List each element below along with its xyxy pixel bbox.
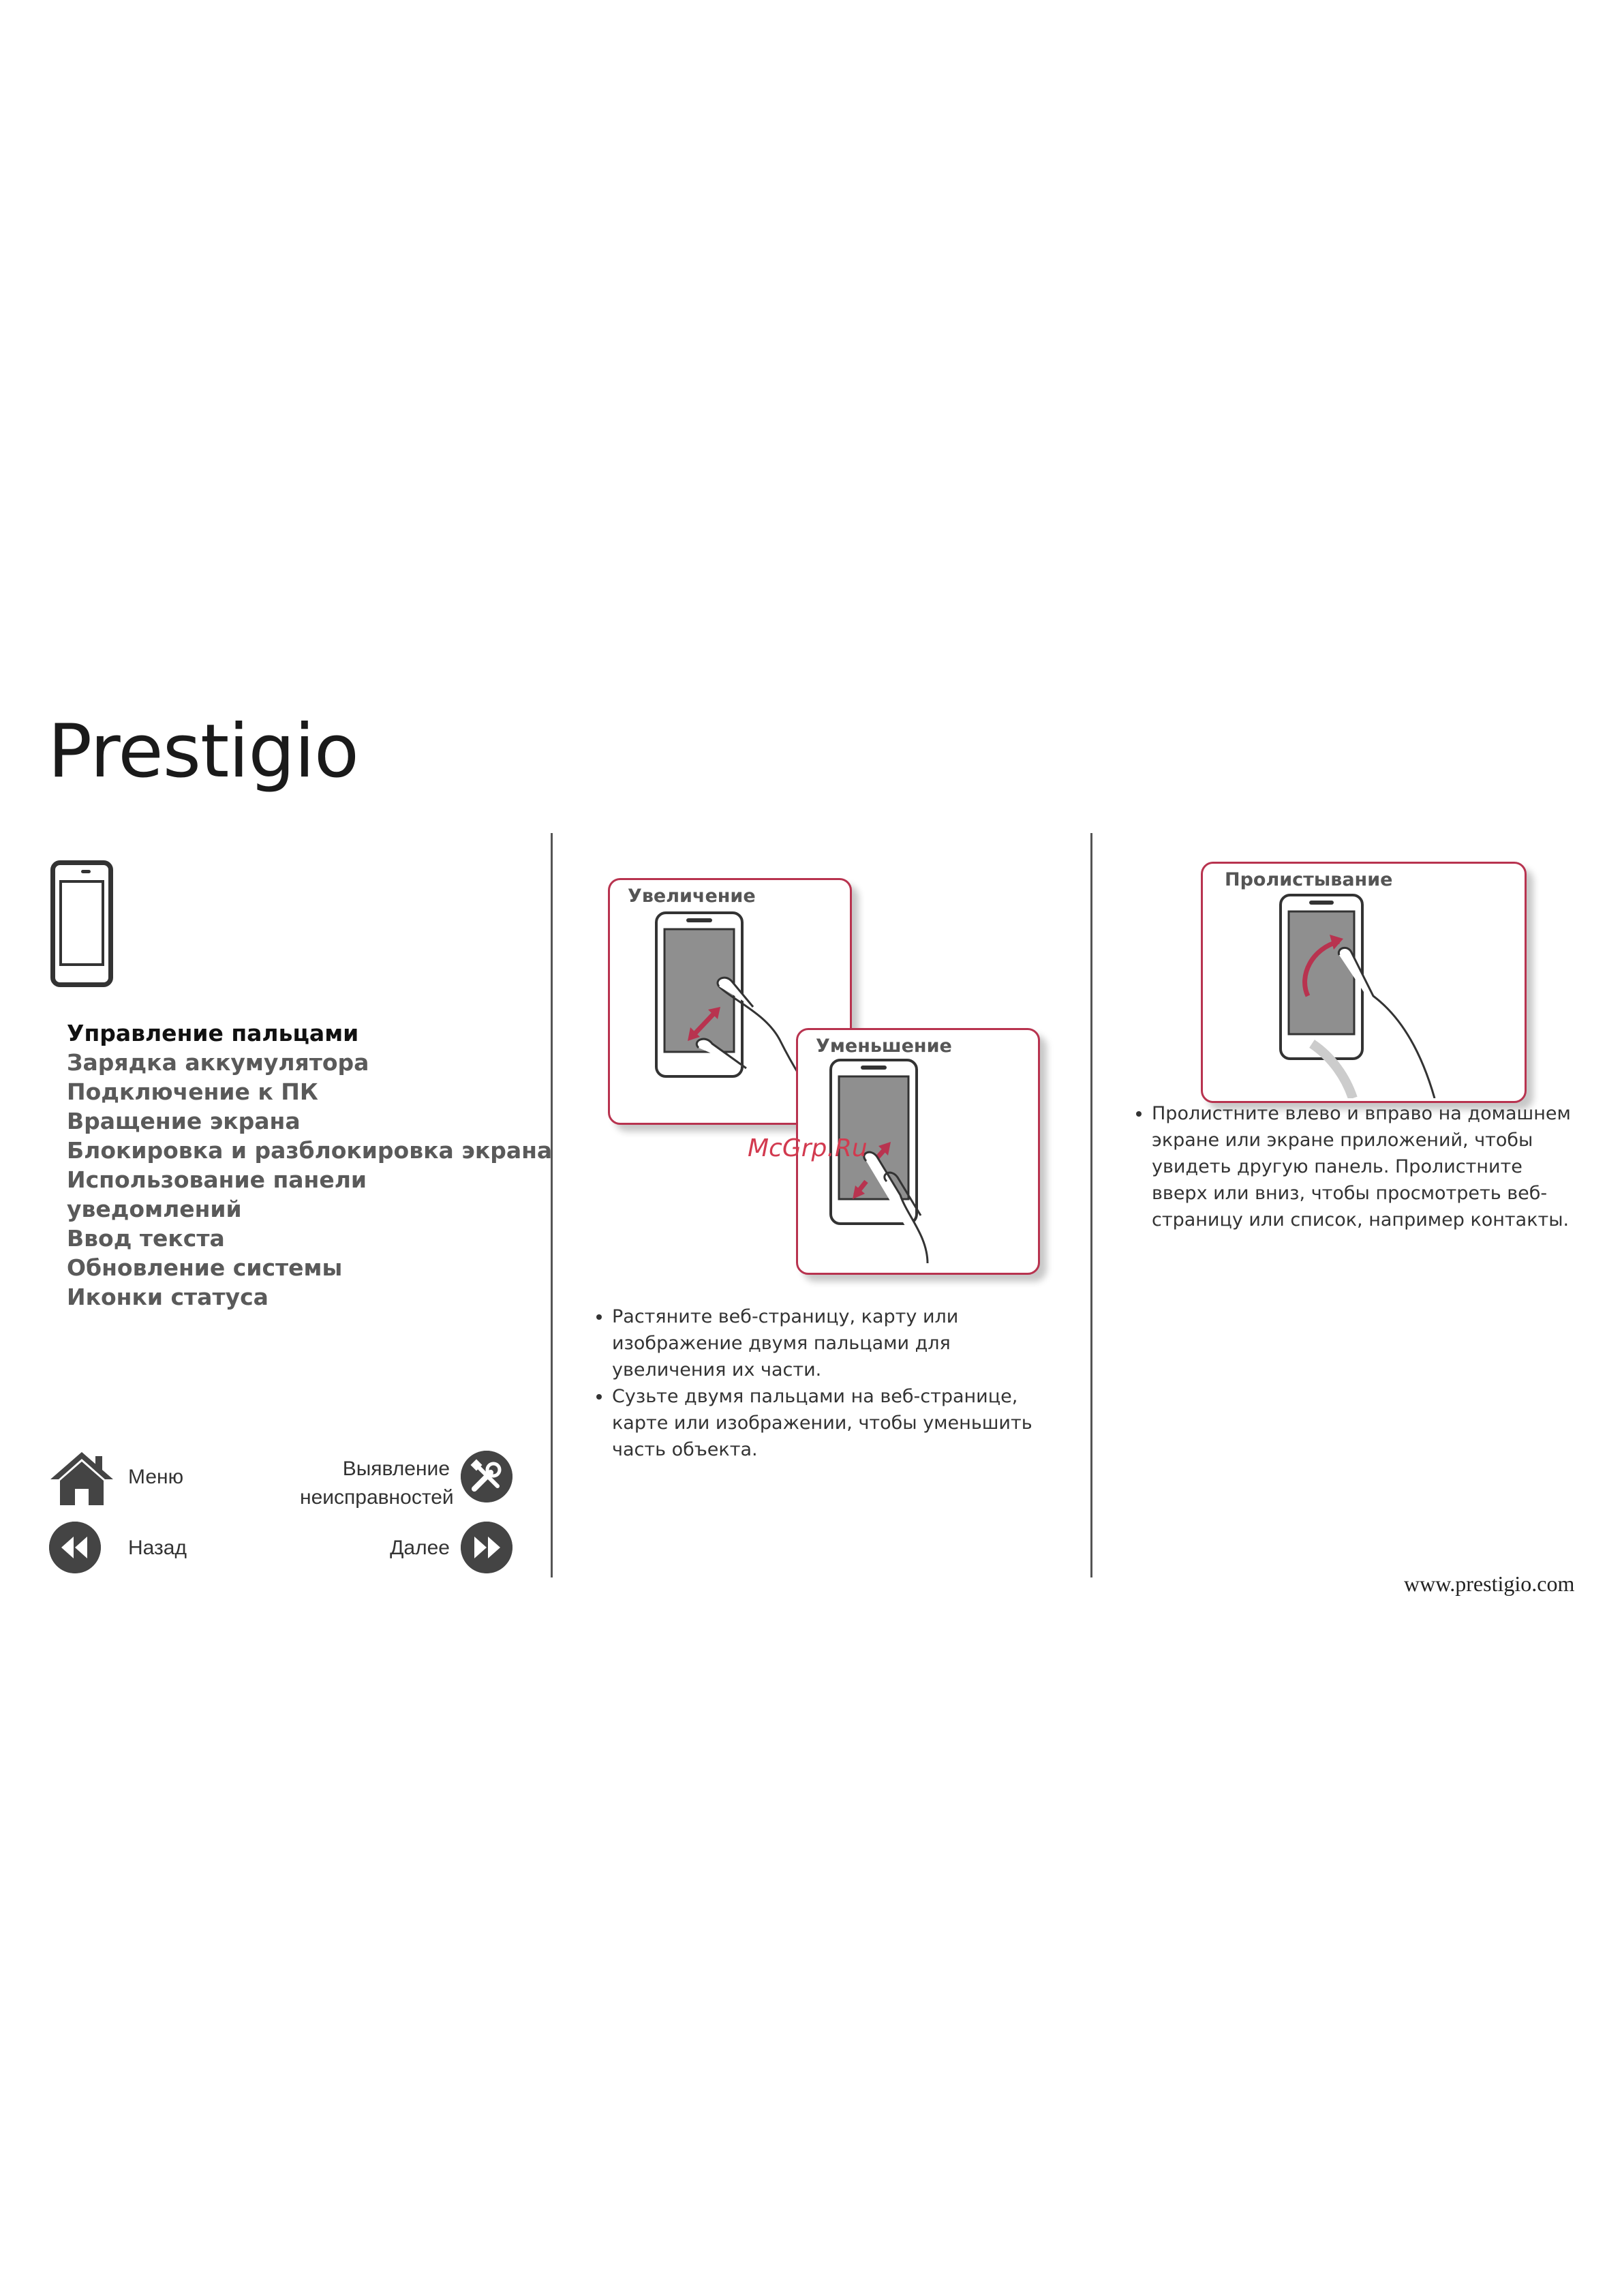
smartphone-icon — [50, 860, 113, 987]
swipe-card — [1201, 862, 1527, 1103]
topic-menu — [67, 1018, 557, 1312]
prestigio-logo: Prestigio — [48, 709, 358, 794]
next-nav-label[interactable]: Далее — [390, 1537, 450, 1559]
menu-item-notification-panel[interactable]: Использование панели — [67, 1166, 367, 1193]
zoom-in-title: Увеличение — [628, 886, 756, 907]
menu-item-status-icons[interactable]: Иконки статуса — [67, 1284, 269, 1310]
home-icon[interactable] — [49, 1451, 114, 1507]
menu-item-battery-charging[interactable]: Зарядка аккумулятора — [67, 1049, 369, 1076]
swipe-title: Пролистывание — [1225, 869, 1393, 890]
swipe-illustration — [1271, 894, 1475, 1098]
next-icon[interactable] — [461, 1522, 512, 1573]
back-icon[interactable] — [49, 1522, 101, 1573]
menu-nav-label[interactable]: Меню — [128, 1466, 184, 1488]
list-item: • Сузьте двумя пальцами на веб-странице, карте или изображении, чтобы уменьшить часть объекта. — [612, 1383, 1041, 1463]
back-nav-label[interactable]: Назад — [128, 1537, 187, 1559]
menu-item-screen-rotation[interactable]: Вращение экрана — [67, 1108, 301, 1134]
list-item: • Пролистните влево и вправо на домашнем экране или экране приложений, чтобы увидеть другую панель. Пролистните вверх или вниз, чтобы просмотреть веб-страницу или список, например контакты. — [1152, 1100, 1581, 1233]
list-item: • Растяните веб-страницу, карту или изображение двумя пальцами для увеличения их части. — [612, 1303, 1041, 1383]
menu-item-screen-lock[interactable]: Блокировка и разблокировка экрана — [67, 1137, 553, 1164]
menu-item-notification-panel-cont[interactable]: уведомлений — [67, 1196, 242, 1222]
menu-item-system-update[interactable]: Обновление системы — [67, 1254, 343, 1281]
zoom-out-title: Уменьшение — [816, 1036, 952, 1057]
zoom-instructions — [578, 1303, 1041, 1463]
footer-url[interactable]: www.prestigio.com — [1404, 1571, 1575, 1596]
swipe-instructions — [1118, 1100, 1581, 1233]
column-divider-right — [1090, 833, 1092, 1577]
tools-icon[interactable] — [461, 1451, 512, 1502]
watermark: McGrp.Ru — [748, 1134, 868, 1162]
troubleshooting-label[interactable]: Выявление неисправностей — [300, 1457, 454, 1509]
menu-item-pc-connection[interactable]: Подключение к ПК — [67, 1078, 318, 1105]
menu-item-finger-control[interactable]: Управление пальцами — [67, 1020, 359, 1046]
menu-item-text-input[interactable]: Ввод текста — [67, 1225, 225, 1252]
